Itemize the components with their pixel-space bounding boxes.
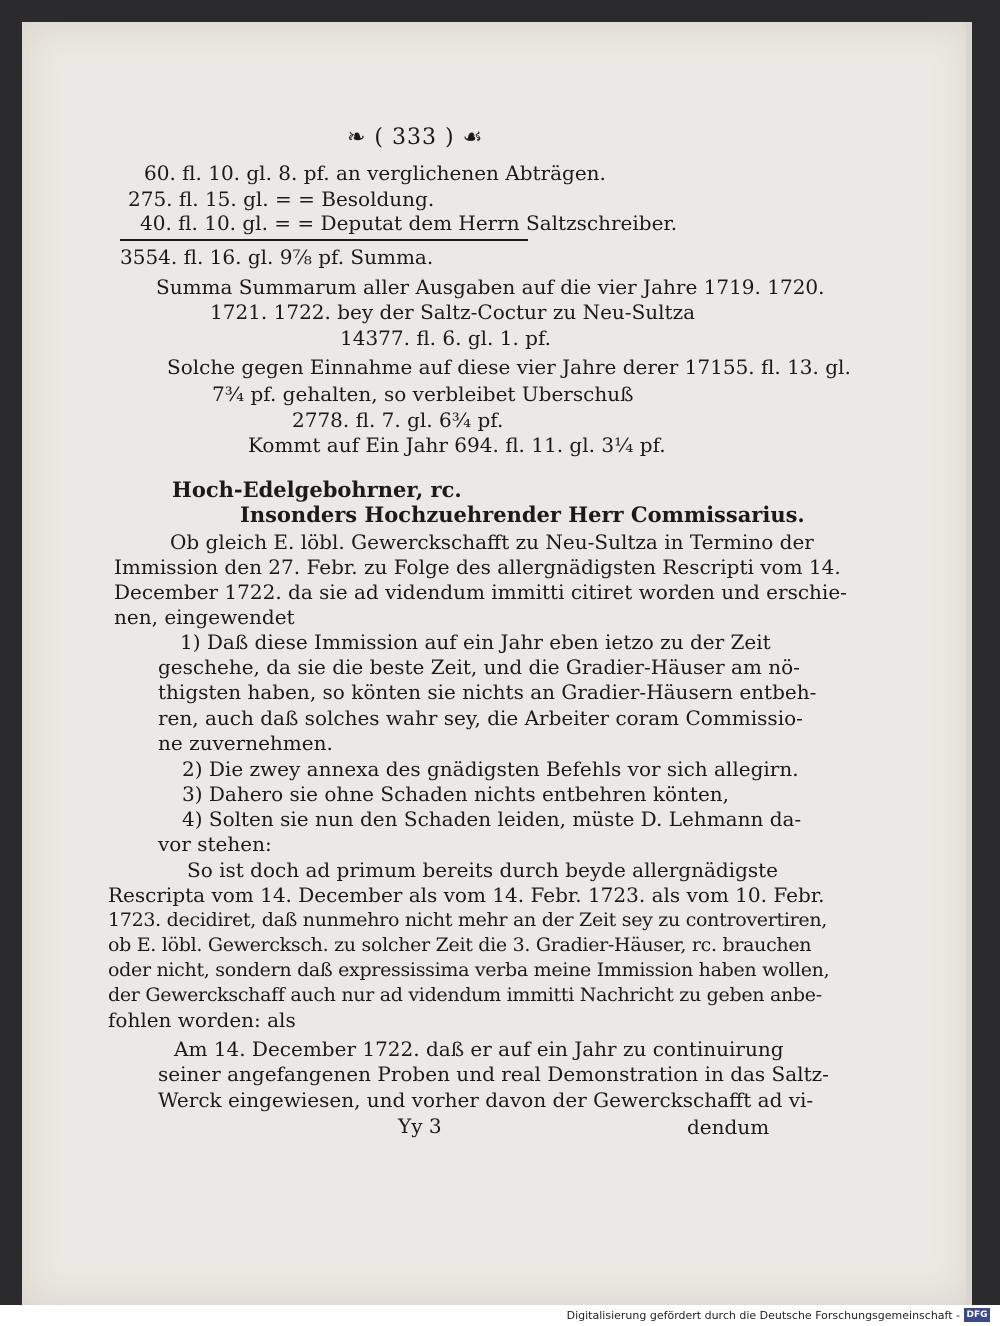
text-line: 40. fl. 10. gl. = = Deputat dem Herrn Saltzschreiber. — [140, 211, 678, 235]
signature-mark: Yy 3 — [398, 1114, 442, 1138]
text-line: 7¾ pf. gehalten, so verbleibet Uberschuß — [212, 382, 634, 406]
text-line: So ist doch ad primum bereits durch beyde allergnädigste — [187, 858, 779, 882]
text-line: 3554. fl. 16. gl. 9⅞ pf. Summa. — [120, 245, 434, 269]
text-line: 14377. fl. 6. gl. 1. pf. — [340, 326, 552, 350]
text-line: 2) Die zwey annexa des gnädigsten Befehls vor sich allegirn. — [182, 757, 799, 781]
text-line: Am 14. December 1722. daß er auf ein Jahr zu continuirung — [174, 1037, 784, 1061]
text-line: oder nicht, sondern daß expressissima verba meine Immission haben wollen, — [108, 959, 830, 981]
text-line: ob E. löbl. Gewercksch. zu solcher Zeit die 3. Gradier-Häuser, rc. brauchen — [108, 934, 812, 956]
text-line: 3) Dahero sie ohne Schaden nichts entbehren könten, — [182, 782, 730, 806]
text-line: 1) Daß diese Immission auf ein Jahr eben ietzo zu der Zeit — [180, 630, 771, 654]
text-line: 2778. fl. 7. gl. 6¾ pf. — [292, 408, 504, 432]
text-line: Summa Summarum aller Ausgaben auf die vier Jahre 1719. 1720. — [156, 275, 825, 299]
text-line: nen, eingewendet — [114, 605, 295, 629]
text-line: 275. fl. 15. gl. = = Besoldung. — [128, 187, 435, 211]
text-line: geschehe, da sie die beste Zeit, und die Gradier-Häuser am nö- — [158, 655, 800, 679]
text-line: Ob gleich E. löbl. Gewerckschafft zu Neu-Sultza in Termino der — [170, 530, 814, 554]
text-line: der Gewerckschaff auch nur ad videndum immitti Nachricht zu geben anbe- — [108, 984, 822, 1006]
text-line: Rescripta vom 14. December als vom 14. Febr. 1723. als vom 10. Febr. — [108, 883, 825, 907]
text-line: vor stehen: — [158, 832, 272, 856]
text-line: Solche gegen Einnahme auf diese vier Jahre derer 17155. fl. 13. gl. — [167, 355, 851, 379]
page-header: ❧ ( 333 ) ☙ — [347, 125, 484, 150]
text-line: ren, auch daß solches wahr sey, die Arbeiter coram Commissio- — [158, 706, 803, 730]
funding-credit: Digitalisierung gefördert durch die Deutsche Forschungsgemeinschaft - — [566, 1309, 960, 1322]
text-line: 1723. decidiret, daß nunmehro nicht mehr an der Zeit sey zu controvertiren, — [108, 909, 828, 931]
text-line: ne zuvernehmen. — [158, 731, 333, 755]
text-line: seiner angefangenen Proben und real Demonstration in das Saltz- — [158, 1062, 829, 1086]
sum-rule — [120, 239, 528, 241]
text-line: Werck eingewiesen, und vorher davon der Gewerckschafft ad vi- — [158, 1088, 814, 1112]
catchword: dendum — [687, 1115, 770, 1139]
salutation: Insonders Hochzuehrender Herr Commissarius. — [240, 502, 805, 527]
salutation: Hoch-Edelgebohrner, rc. — [172, 477, 462, 502]
text-line: 1721. 1722. bey der Saltz-Coctur zu Neu-Sultza — [210, 300, 696, 324]
text-line: thigsten haben, so könten sie nichts an Gradier-Häusern entbeh- — [158, 680, 817, 704]
text-line: December 1722. da sie ad videndum immitti citiret worden und erschie- — [114, 580, 847, 604]
dfg-logo-icon: DFG — [964, 1308, 990, 1322]
text-line: 60. fl. 10. gl. 8. pf. an verglichenen Abträgen. — [144, 161, 606, 185]
text-line: Immission den 27. Febr. zu Folge des allergnädigsten Rescripti vom 14. — [114, 555, 841, 579]
footer-bar — [0, 1305, 1000, 1326]
text-line: fohlen worden: als — [108, 1008, 296, 1032]
scanned-page — [22, 22, 972, 1305]
text-line: Kommt auf Ein Jahr 694. fl. 11. gl. 3¼ pf. — [248, 433, 666, 457]
text-line: 4) Solten sie nun den Schaden leiden, müste D. Lehmann da- — [182, 807, 802, 831]
